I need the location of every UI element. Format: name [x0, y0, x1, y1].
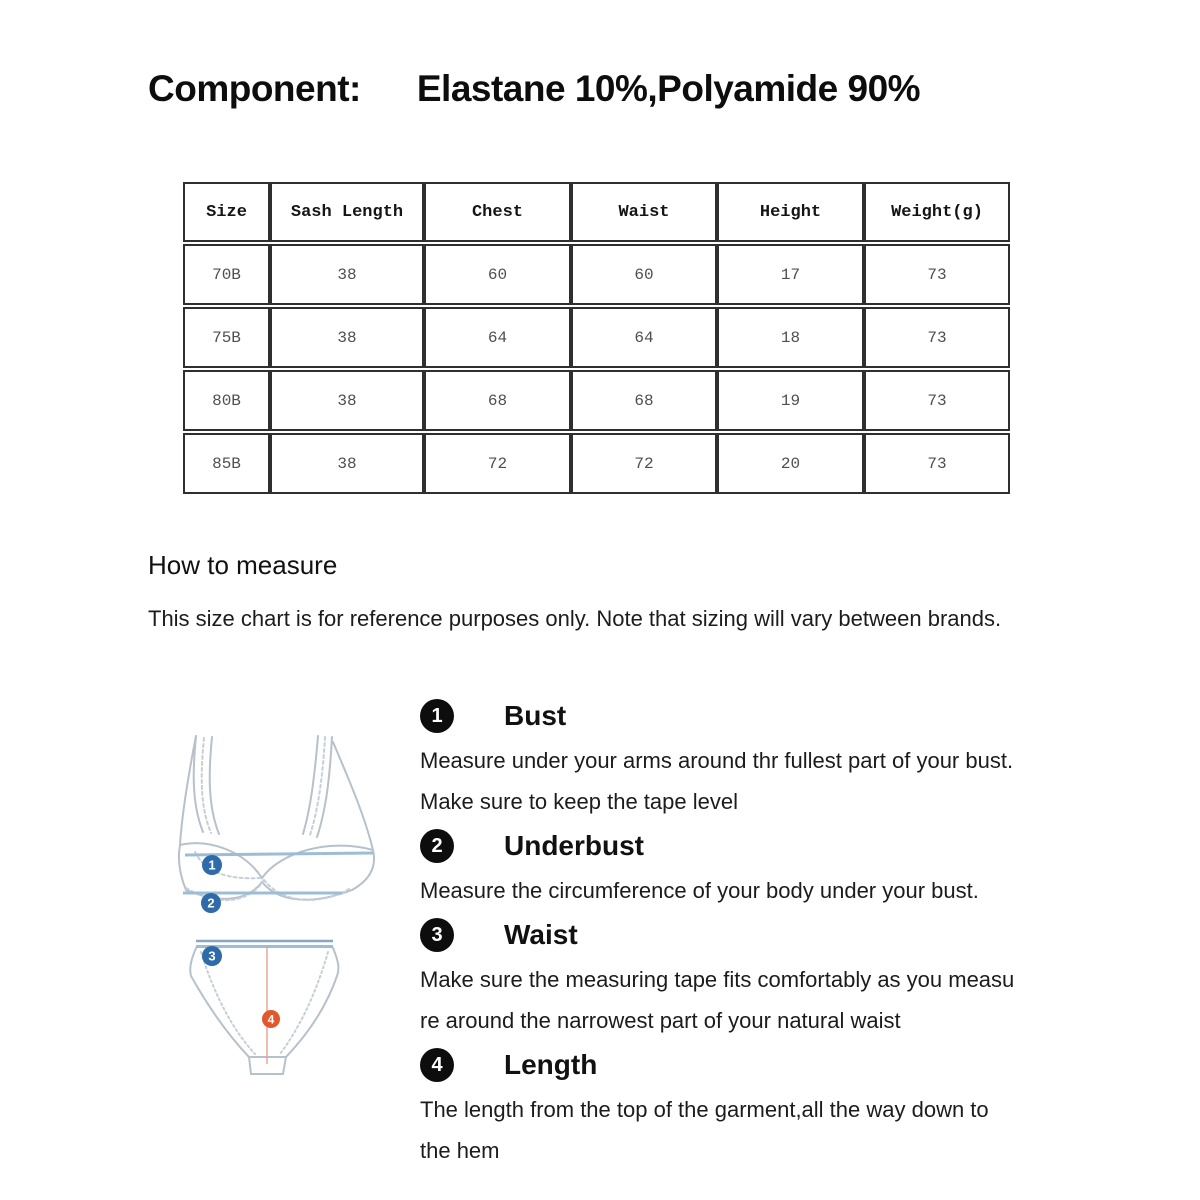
measure-list — [420, 698, 1100, 1177]
table-cell: 38 — [270, 307, 424, 368]
table-cell: 20 — [717, 433, 864, 494]
table-cell: 38 — [270, 433, 424, 494]
size-table-header-cell: Size — [183, 182, 270, 242]
table-row — [183, 433, 1010, 494]
component-title-value: Elastane 10%,Polyamide 90% — [416, 68, 921, 109]
table-cell: 17 — [717, 244, 864, 305]
component-title-label: Component: — [148, 68, 361, 109]
table-cell: 75B — [183, 307, 270, 368]
table-row — [183, 307, 1010, 368]
size-chart-note: This size chart is for reference purposes only. Note that sizing will vary between brands. — [148, 606, 1002, 631]
measure-item-line: Measure the circumference of your body under your bust. — [420, 878, 979, 903]
measure-item-lines — [420, 740, 1100, 822]
measure-item — [420, 917, 1100, 1041]
bust-marker — [202, 855, 222, 875]
svg-text:1: 1 — [208, 857, 216, 873]
table-cell: 72 — [424, 433, 571, 494]
table-cell: 38 — [270, 370, 424, 431]
bra-illustration — [179, 736, 374, 900]
measure-item — [420, 828, 1100, 911]
number-badge-icon: 3 — [420, 918, 454, 952]
table-cell: 60 — [424, 244, 571, 305]
size-table-header-cell: Height — [717, 182, 864, 242]
length-marker — [262, 1010, 280, 1028]
table-cell: 80B — [183, 370, 270, 431]
size-table — [183, 180, 1010, 496]
measure-item-line: the hem — [420, 1138, 500, 1163]
table-cell: 72 — [571, 433, 717, 494]
bust-line — [185, 853, 373, 855]
underbust-marker — [201, 893, 221, 913]
table-cell: 85B — [183, 433, 270, 494]
table-cell: 64 — [424, 307, 571, 368]
svg-text:2: 2 — [207, 895, 215, 911]
size-table-header-row — [183, 182, 1010, 242]
table-cell: 73 — [864, 307, 1010, 368]
size-table-header-cell: Sash Length — [270, 182, 424, 242]
measure-item-line: re around the narrowest part of your natural waist — [420, 1008, 901, 1033]
size-table-header-cell: Chest — [424, 182, 571, 242]
measure-item-line: Measure under your arms around thr fullest part of your bust. — [420, 748, 1014, 773]
number-badge-icon: 4 — [420, 1048, 454, 1082]
measure-item-lines — [420, 870, 1100, 911]
table-cell: 19 — [717, 370, 864, 431]
measure-item-line: Make sure to keep the tape level — [420, 789, 738, 814]
measure-item-line: Make sure the measuring tape fits comfortably as you measu — [420, 967, 1015, 992]
table-row — [183, 370, 1010, 431]
table-cell: 68 — [424, 370, 571, 431]
number-badge-icon: 1 — [420, 699, 454, 733]
svg-text:3: 3 — [208, 948, 216, 964]
measure-item-title: Length — [504, 1049, 598, 1080]
table-cell: 18 — [717, 307, 864, 368]
size-table-header-cell: Waist — [571, 182, 717, 242]
table-cell: 73 — [864, 433, 1010, 494]
measure-item-lines — [420, 959, 1100, 1041]
measure-item-title: Waist — [504, 919, 578, 950]
measure-item-title: Underbust — [504, 830, 644, 861]
table-cell: 38 — [270, 244, 424, 305]
measure-item-header — [420, 917, 1100, 953]
table-cell: 73 — [864, 370, 1010, 431]
panty-illustration — [190, 948, 338, 1074]
size-table-header-cell: Weight(g) — [864, 182, 1010, 242]
table-cell: 60 — [571, 244, 717, 305]
measurement-diagram-icon — [165, 712, 400, 1107]
waist-marker — [202, 946, 222, 966]
table-cell: 73 — [864, 244, 1010, 305]
how-to-measure-heading: How to measure — [148, 550, 338, 580]
table-cell: 64 — [571, 307, 717, 368]
size-table-body — [183, 244, 1010, 494]
measure-item-header — [420, 1047, 1100, 1083]
table-cell: 68 — [571, 370, 717, 431]
number-badge-icon: 2 — [420, 829, 454, 863]
table-cell: 70B — [183, 244, 270, 305]
measure-item-header — [420, 698, 1100, 734]
measure-item — [420, 1047, 1100, 1171]
table-row — [183, 244, 1010, 305]
measure-item — [420, 698, 1100, 822]
measure-item-header — [420, 828, 1100, 864]
svg-text:4: 4 — [267, 1012, 275, 1027]
measure-item-lines — [420, 1089, 1100, 1171]
component-title — [148, 68, 920, 110]
measure-item-title: Bust — [504, 700, 567, 731]
measure-item-line: The length from the top of the garment,all the way down to — [420, 1097, 989, 1122]
